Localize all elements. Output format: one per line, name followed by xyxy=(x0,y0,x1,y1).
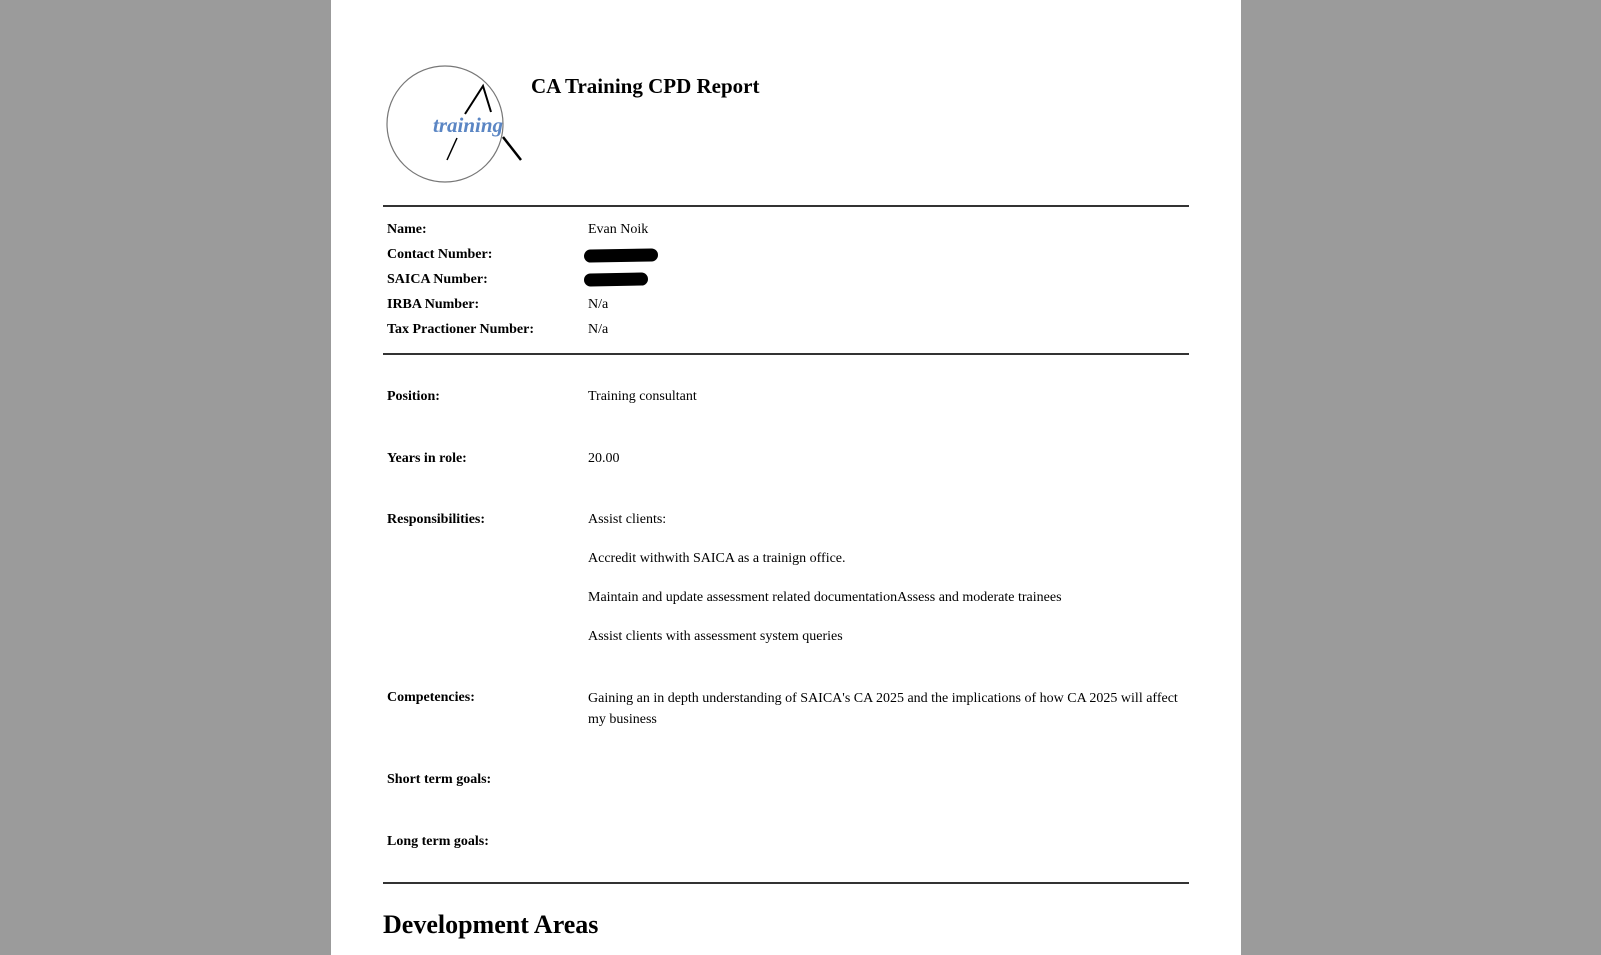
divider xyxy=(383,882,1189,884)
saica-number-label: SAICA Number: xyxy=(387,272,488,287)
responsibility-item: Assist clients: xyxy=(588,512,667,527)
position-value: Training consultant xyxy=(588,389,697,404)
tax-practitioner-label: Tax Practioner Number: xyxy=(387,322,534,337)
development-areas-heading: Development Areas xyxy=(383,910,599,939)
name-label: Name: xyxy=(387,222,427,237)
competencies-label: Competencies: xyxy=(387,690,475,705)
contact-number-label: Contact Number: xyxy=(387,247,493,262)
responsibility-item: Accredit withwith SAICA as a trainign office. xyxy=(588,551,846,566)
divider xyxy=(383,205,1189,207)
logo-training-text: training xyxy=(433,113,504,137)
tax-practitioner-value: N/a xyxy=(588,322,609,337)
short-term-goals-label: Short term goals: xyxy=(387,772,492,787)
contact-number-redaction xyxy=(584,248,658,262)
irba-number-value: N/a xyxy=(588,297,609,312)
long-term-goals-label: Long term goals: xyxy=(387,834,489,849)
report-page xyxy=(331,0,1241,955)
name-value: Evan Noik xyxy=(588,222,649,237)
saica-number-redaction xyxy=(584,272,648,286)
position-label: Position: xyxy=(387,389,440,404)
years-in-role-label: Years in role: xyxy=(387,451,467,466)
report-title: CA Training CPD Report xyxy=(531,74,760,98)
ca-training-logo xyxy=(383,62,533,186)
responsibility-item: Maintain and update assessment related documentationAssess and moderate trainees xyxy=(588,590,1062,605)
years-in-role-value: 20.00 xyxy=(588,451,620,466)
irba-number-label: IRBA Number: xyxy=(387,297,480,312)
competencies-value: Gaining an in depth understanding of SAICA's CA 2025 and the implications of how CA 2025 will affect my business xyxy=(588,691,1178,727)
responsibility-item: Assist clients with assessment system queries xyxy=(588,629,843,644)
responsibilities-label: Responsibilities: xyxy=(387,512,486,527)
divider xyxy=(383,353,1189,355)
